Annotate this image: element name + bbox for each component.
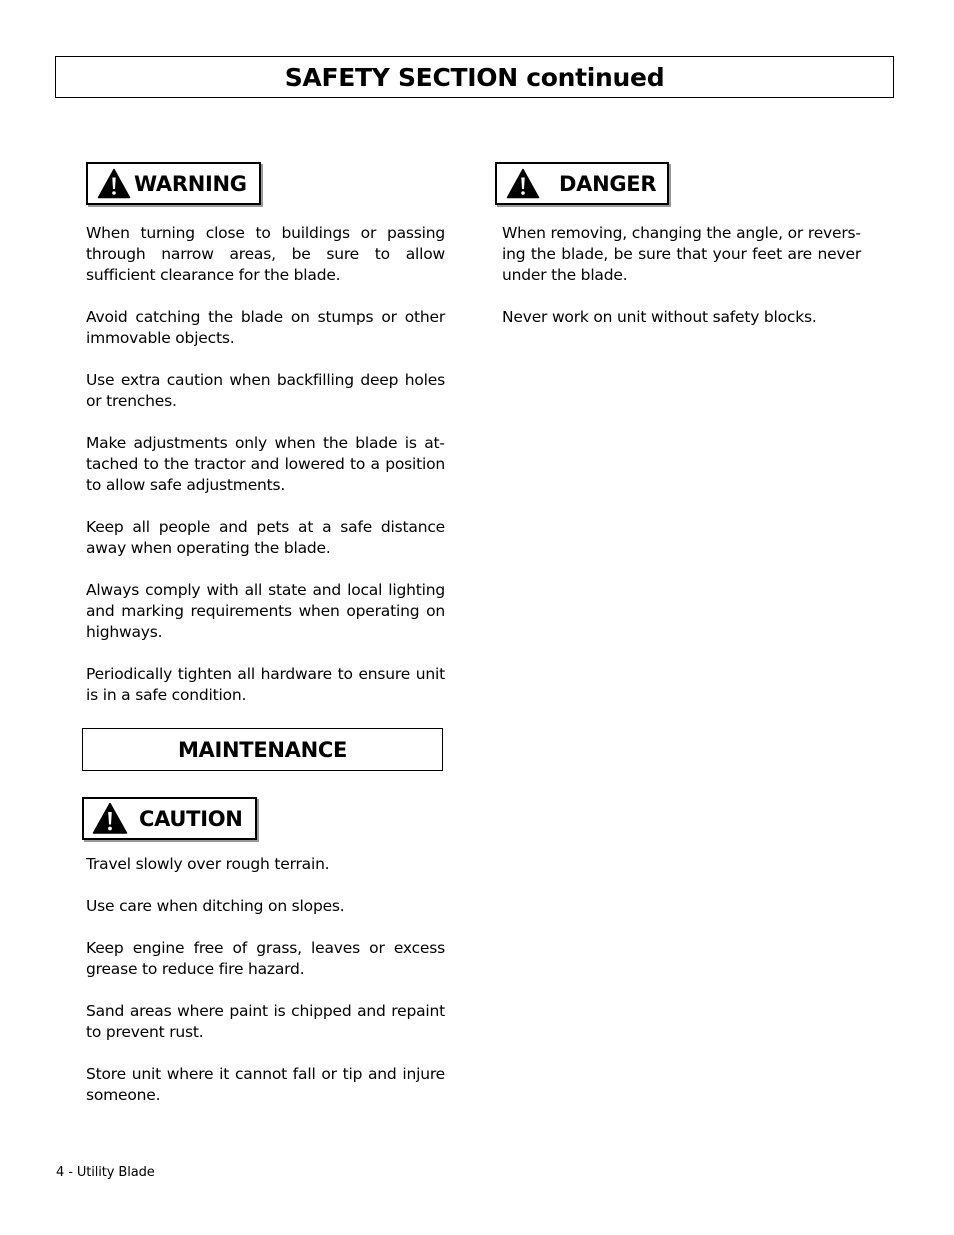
warning-sign [86, 162, 261, 205]
danger-text [502, 223, 861, 328]
page-title-box [55, 56, 894, 98]
warning-triangle-icon [92, 802, 128, 835]
warning-paragraph: Keep all people and pets at a safe distance away when operating the blade. [86, 518, 445, 557]
warning-paragraph: Always comply with all state and local lighting and marking requirements when operating on highways. [86, 581, 445, 641]
danger-paragraph: When removing, changing the angle, or reversing the blade, be sure that your feet are never under the blade. [502, 224, 861, 284]
caution-paragraph: Store unit where it cannot fall or tip and injure someone. [86, 1065, 445, 1104]
danger-sign [495, 162, 669, 205]
danger-paragraph: Never work on unit without safety blocks. [502, 308, 817, 326]
maintenance-heading: MAINTENANCE [177, 737, 348, 762]
warning-label: WARNING [134, 171, 247, 196]
warning-paragraph: When turning close to buildings or passing through narrow areas, be sure to allow sufficient clearance for the blade. [86, 224, 445, 284]
page-footer: 4 - Utility Blade [56, 1165, 155, 1180]
warning-text [86, 223, 445, 706]
warning-paragraph: Periodically tighten all hardware to ensure unit is in a safe condition. [86, 665, 445, 704]
page-title: SAFETY SECTION continued [284, 62, 665, 92]
danger-label: DANGER [559, 171, 657, 196]
warning-paragraph: Make adjustments only when the blade is attached to the tractor and lowered to a position to allow safe adjustments. [86, 434, 445, 494]
warning-triangle-icon [506, 168, 540, 199]
warning-paragraph: Use extra caution when backfilling deep holes or trenches. [86, 371, 445, 410]
caution-label: CAUTION [139, 806, 243, 831]
caution-paragraph: Sand areas where paint is chipped and repaint to prevent rust. [86, 1002, 445, 1041]
maintenance-heading-box [82, 728, 443, 771]
caution-paragraph: Keep engine free of grass, leaves or excess grease to reduce fire hazard. [86, 939, 445, 978]
caution-text [86, 854, 445, 1106]
warning-triangle-icon [97, 168, 131, 199]
caution-sign [82, 797, 257, 840]
caution-paragraph: Travel slowly over rough terrain. [86, 855, 330, 873]
caution-paragraph: Use care when ditching on slopes. [86, 897, 345, 915]
warning-paragraph: Avoid catching the blade on stumps or other immovable objects. [86, 308, 445, 347]
